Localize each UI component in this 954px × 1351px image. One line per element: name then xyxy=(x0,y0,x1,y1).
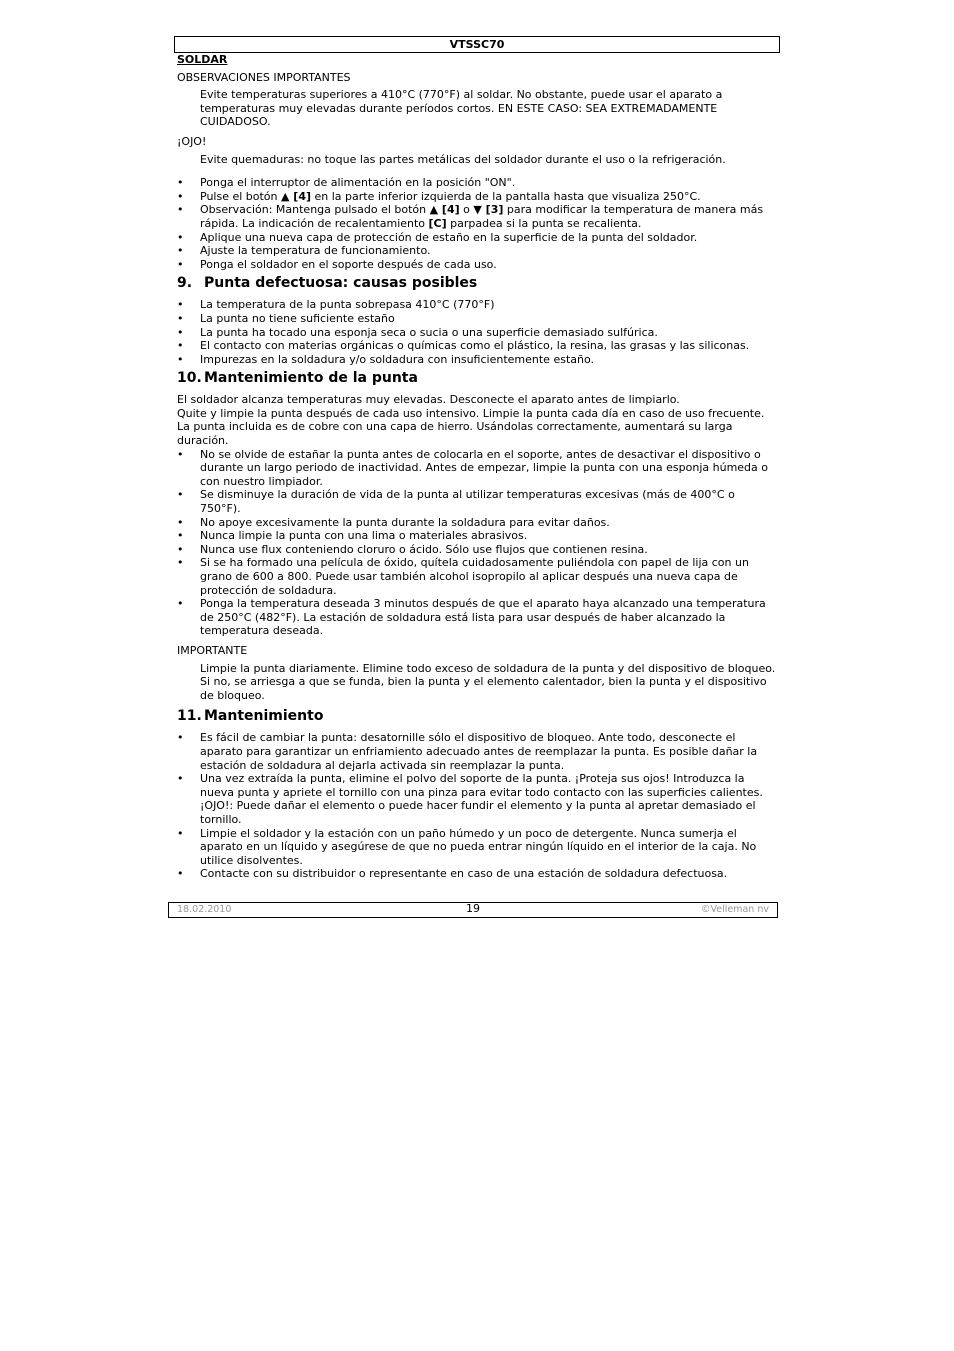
step-text: Pulse el botón xyxy=(200,189,282,203)
list-item: • Limpie el soldador y la estación con un paño húmedo y un poco de detergente. Nunca sumerja el aparato en un líquido y asegúrese de que no pueda entrar ningún líquido en el interior de la caja. No utilice disolventes. xyxy=(177,827,778,868)
document-header xyxy=(174,36,780,53)
section-10-heading xyxy=(177,370,778,387)
list-item: • El contacto con materias orgánicas o químicas como el plástico, la resina, las grasas y las siliconas. xyxy=(177,339,778,353)
step-text: en la parte inferior izquierda de la pantalla hasta que visualiza 250°C. xyxy=(311,189,701,203)
overheat-indicator-ref: [C] xyxy=(428,216,447,230)
list-item: • La punta ha tocado una esponja seca o sucia o una superficie demasiado sulfúrica. xyxy=(177,326,778,340)
important-label: IMPORTANTE xyxy=(177,643,248,657)
list-item: • Ponga la temperatura deseada 3 minutos después de que el aparato haya alcanzado una temperatura de 250°C (482°F). La estación de soldadura está lista para usar después de haber alcanzado la temperatura deseada. xyxy=(177,597,778,638)
warning-label: ¡OJO! xyxy=(177,134,207,148)
footer-date: 18.02.2010 xyxy=(177,904,232,915)
model-name: VTSSC70 xyxy=(449,38,505,51)
step-text: Ajuste la temperatura de funcionamiento. xyxy=(200,244,431,258)
list-item xyxy=(177,203,778,230)
step-text: Observación: Mantenga pulsado el botón xyxy=(200,203,430,217)
step-text: Aplique una nueva capa de protección de estaño en la superficie de la punta del soldador. xyxy=(200,230,698,244)
step-text: para modificar la temperatura de manera más rápida. La indicación de recalentamiento xyxy=(200,203,764,230)
section-11-heading xyxy=(177,708,778,725)
section-number: 10. xyxy=(177,370,202,387)
warning-text: Evite quemaduras: no toque las partes metálicas del soldador durante el uso o la refrigeración. xyxy=(200,152,726,166)
list-item: • No se olvide de estañar la punta antes de colocarla en el soporte, antes de desactivar el dispositivo o durante un largo periodo de inactividad. Antes de empezar, limpie la punta con una esponja húmeda o con nuestro limpiador. xyxy=(177,448,778,489)
section-title: Mantenimiento xyxy=(204,708,324,725)
down-button-ref: ▼ [3] xyxy=(473,203,504,217)
list-item: • Se disminuye la duración de vida de la punta al utilizar temperaturas excesivas (más de 400°C o 750°F). xyxy=(177,488,778,515)
page-number: 19 xyxy=(466,902,480,915)
list-item xyxy=(177,176,778,190)
observations-label: OBSERVACIONES IMPORTANTES xyxy=(177,70,351,84)
section-title: Mantenimiento de la punta xyxy=(204,370,418,387)
list-item: • Una vez extraída la punta, elimine el polvo del soporte de la punta. ¡Proteja sus ojos! Introduzca la nueva punta y apriete el tornillo con una pinza para evitar todo contacto con las superficies calientes. ¡OJO!: Puede dañar el elemento o puede hacer fundir el elemento y la punta al apretar demasiado el tornillo. xyxy=(177,772,778,826)
list-item: • La temperatura de la punta sobrepasa 410°C (770°F) xyxy=(177,298,778,312)
section-title: Punta defectuosa: causas posibles xyxy=(204,275,478,292)
section-number: 11. xyxy=(177,708,202,725)
step-text: o xyxy=(459,203,474,217)
list-item: • No apoye excesivamente la punta durante la soldadura para evitar daños. xyxy=(177,516,778,530)
step-text: Ponga el interruptor de alimentación en la posición "ON". xyxy=(200,176,516,190)
list-item: • La punta no tiene suficiente estaño xyxy=(177,312,778,326)
up-button-ref: ▲ [4] xyxy=(281,189,312,203)
section-11-list xyxy=(177,731,778,881)
list-item xyxy=(177,190,778,204)
section-10-paragraph: La punta incluida es de cobre con una capa de hierro. Usándolas correctamente, aumentará su larga duración. xyxy=(177,420,733,448)
list-item xyxy=(177,258,778,272)
section-number: 9. xyxy=(177,275,193,292)
page-content xyxy=(177,53,778,881)
up-button-ref: ▲ [4] xyxy=(429,203,460,217)
observations-text: Evite temperaturas superiores a 410°C (770°F) al soldar. No obstante, puede usar el aparato a temperaturas muy elevadas durante períodos cortos. EN ESTE CASO: SEA EXTREMADAMENTE CUIDADOSO. xyxy=(200,88,723,129)
section-10-paragraph: Quite y limpie la punta después de cada uso intensivo. Limpie la punta cada día en caso de uso frecuente. xyxy=(177,406,765,420)
list-item: • Impurezas en la soldadura y/o soldadura con insuficientemente estaño. xyxy=(177,353,778,367)
list-item: • Nunca limpie la punta con una lima o materiales abrasivos. xyxy=(177,529,778,543)
section-9-heading xyxy=(177,275,778,292)
section-10-paragraph: El soldador alcanza temperaturas muy elevadas. Desconecte el aparato antes de limpiarlo. xyxy=(177,393,680,407)
list-item: • Nunca use flux conteniendo cloruro o ácido. Sólo use flujos que contienen resina. xyxy=(177,543,778,557)
section-9-list xyxy=(177,298,778,366)
soldar-title: SOLDAR xyxy=(177,53,228,66)
list-item: • Contacte con su distribuidor o representante en caso de una estación de soldadura defectuosa. xyxy=(177,867,778,881)
soldar-steps-list xyxy=(177,176,778,271)
list-item xyxy=(177,244,778,258)
section-10-list xyxy=(177,448,778,638)
list-item: • Si se ha formado una película de óxido, quítela cuidadosamente puliéndola con papel de lija con un grano de 600 a 800. Puede usar también alcohol isopropilo al aplicar después una nueva capa de protección de soldadura. xyxy=(177,556,778,597)
step-text: Ponga el soldador en el soporte después de cada uso. xyxy=(200,257,497,271)
footer-copyright: ©Velleman nv xyxy=(701,904,769,915)
list-item xyxy=(177,231,778,245)
list-item: • Es fácil de cambiar la punta: desatornille sólo el dispositivo de bloqueo. Ante todo, desconecte el aparato para garantizar un enfriamiento adecuado antes de reemplazar la punta. Es posible dañar la estación de soldadura al dejarla activada sin reemplazar la punta. xyxy=(177,731,778,772)
important-text: Limpie la punta diariamente. Elimine todo exceso de soldadura de la punta y del dispositivo de bloqueo. Si no, se arriesga a que se funda, bien la punta y el elemento calentador, bien la punta y el dispositivo de bloqueo. xyxy=(200,661,776,702)
document-footer xyxy=(168,902,778,918)
step-text: parpadea si la punta se recalienta. xyxy=(446,216,642,230)
